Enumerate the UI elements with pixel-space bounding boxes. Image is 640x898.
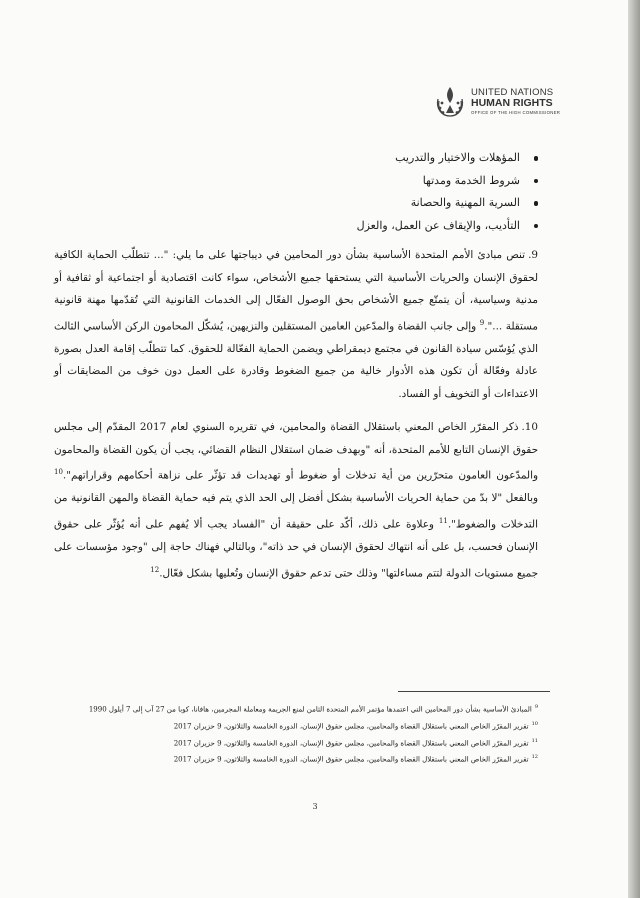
footnote <box>54 717 538 734</box>
un-human-rights-emblem-icon <box>433 83 467 121</box>
paragraph-text: وإلى جانب القضاة والمدّعين العامين المستقلين والنزيهين، يُشكّل المحامون الركن الأساسي الثالث الذي يُؤسّس سيادة القانون في مجتمع ديمقراطي ويضمن الحماية الفعّالة للحقوق. كما تتطلّب إقامة العدل بصورة عادلة وفعّالة أن تكون هذه الأدوار خالية من جميع الضغوط وقادرة على العمل دون خوف من المضايقات أو الاعتداءات أو التخويف أو الفساد. <box>54 320 538 401</box>
paragraph-number: 9. <box>528 249 538 261</box>
paragraph-text: وبالفعل "لا بدّ من حماية الحريات الأساسية بشكل أفضل إلى الحد الذي يتم فيه حماية القضاة والمهن القانونية من التدخلات والضغوط". <box>54 492 538 531</box>
footnote-number: 11 <box>531 737 538 744</box>
footnote-text: تقرير المقرّر الخاص المعني باستقلال القضاة والمحامين، مجلس حقوق الإنسان، الدورة الخامسة والثلاثون، 9 حزيران 2017 <box>173 738 529 747</box>
footnote-text: تقرير المقرّر الخاص المعني باستقلال القضاة والمحامين، مجلس حقوق الإنسان، الدورة الخامسة والثلاثون، 9 حزيران 2017 <box>173 755 529 764</box>
footnote-ref[interactable]: 10 <box>54 468 63 477</box>
paragraph-text: ذكر المقرّر الخاص المعني باستقلال القضاة والمحامين، في تقريره السنوي لعام 2017 المقدّم إلى مجلس حقوق الإنسان التابع للأمم المتحدة، أنه "وبهدف ضمان استقلال النظام القضائي، يجب أن يكون القضاة والمحامون والمدّعون العامون متحرّرين من أية تدخلات أو ضغوط أو تهديدات قد تؤثّر على نزاهة أحكامهم وقراراتهم". <box>54 421 538 482</box>
paragraph-text: تنص مبادئ الأمم المتحدة الأساسية بشأن دور المحامين في ديباجتها على ما يلي: "... تتطلّب الحماية الكافية لحقوق الإنسان والحريات الأساسية التي يستحقها جميع الأشخاص، سواء كانت اقتصادية أو اجتماعية أو ثقافية أو مدنية وسياسية، أن يتمتّع جميع الأشخاص بحق الوصول الفعّال إلى الخدمات القانونية التي تُقدّمها مهنة قانونية مستقلة ...". <box>54 249 539 333</box>
paragraph-9 <box>54 244 538 406</box>
paragraph-number: 10. <box>521 421 538 433</box>
paragraph-10 <box>54 416 538 585</box>
footnote-text: تقرير المقرّر الخاص المعني باستقلال القضاة والمحامين، مجلس حقوق الإنسان، الدورة الخامسة والثلاثون، 9 حزيران 2017 <box>173 722 529 731</box>
bullet-item: السرية المهنية والحصانة <box>100 192 520 215</box>
logo-line-office: OFFICE OF THE HIGH COMMISSIONER <box>471 110 561 115</box>
scan-page-edge <box>628 0 640 898</box>
footnote <box>54 750 538 767</box>
footnote-number: 12 <box>531 754 538 761</box>
footnotes <box>54 700 538 767</box>
footnote <box>54 734 538 751</box>
footnote-number: 9 <box>534 704 538 710</box>
logo-line-united-nations: UNITED NATIONS <box>471 87 554 98</box>
bullet-item: المؤهلات والاختيار والتدريب <box>100 147 520 170</box>
ohchr-logo <box>433 83 563 123</box>
footnote-number: 10 <box>531 720 538 727</box>
bullet-item: التأديب، والإيقاف عن العمل، والعزل <box>100 215 520 238</box>
footnote <box>54 700 538 717</box>
bullet-item: شروط الخدمة ومدتها <box>100 170 520 193</box>
footnote-separator <box>398 691 550 692</box>
footnote-ref[interactable]: 9 <box>479 318 485 327</box>
page-number: 3 <box>312 802 318 811</box>
footnote-ref[interactable]: 11 <box>438 516 448 525</box>
bullet-list <box>100 147 520 237</box>
logo-line-human-rights: HUMAN RIGHTS <box>471 97 553 109</box>
footnote-text: المبادئ الأساسية بشأن دور المحامين التي اعتمدها مؤتمر الأمم المتحدة الثامن لمنع الجريمة ومعاملة المجرمين، هافانا، كوبا من 27 آب إلى 7 أيلول 1990 <box>88 705 532 714</box>
footnote-ref[interactable]: 12 <box>150 565 160 574</box>
paragraph-text: وعلاوة على ذلك، أكّد على حقيقة أن "الفساد يجب ألا يُفهم على أنه يُؤثّر على حقوق الإنسان فحسب، بل على أنه انتهاك لحقوق الإنسان في حد ذاته"، وبالتالي فهناك حاجة إلى "وجود مؤسسات على جميع مستويات الدولة لتتم مساءلتها" وذلك حتى تدعم حقوق الإنسان وتُعليها بشكل فعّال. <box>54 518 538 579</box>
